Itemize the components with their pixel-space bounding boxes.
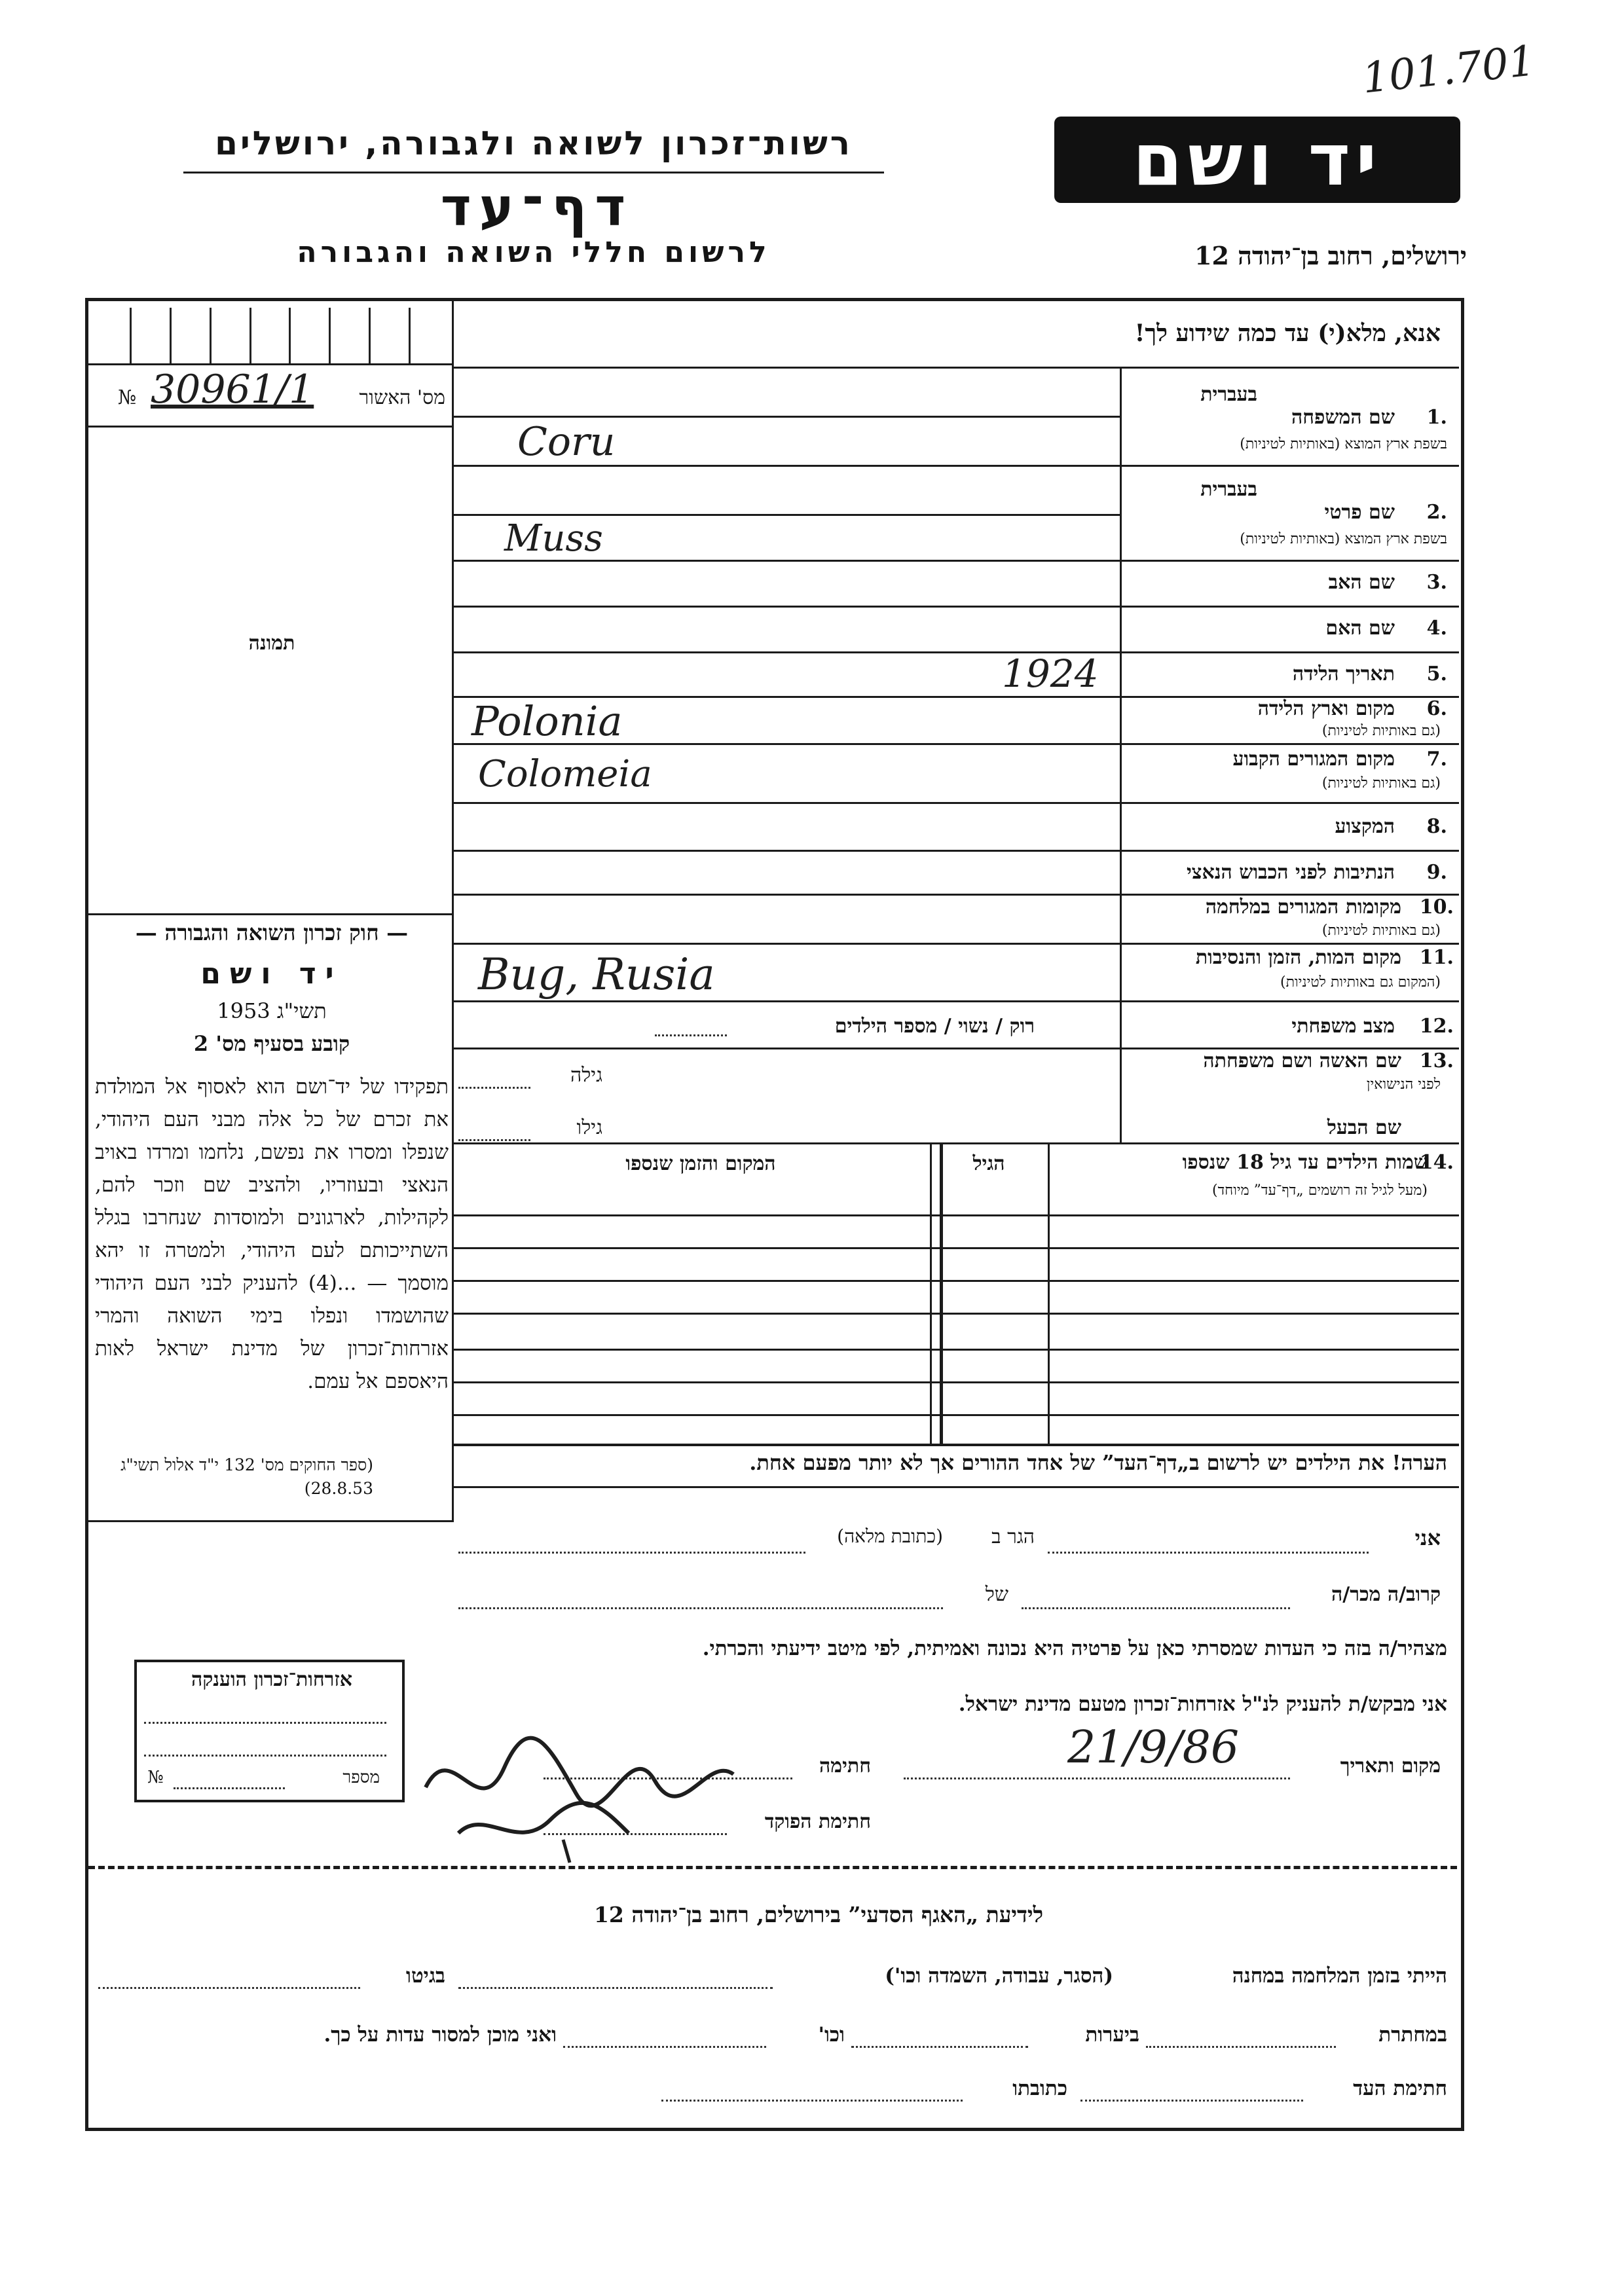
children-sub: (מעל לגיל זה רושמים „דף־עד” מיוחד) xyxy=(1212,1182,1428,1199)
husband-age-line xyxy=(458,1139,530,1141)
cert-bottom-line xyxy=(88,426,452,428)
bottom-line3-a: חתימת העד xyxy=(1353,2077,1447,2100)
logo-text: יד ושם xyxy=(1132,118,1382,202)
children-count-line xyxy=(655,1034,727,1036)
children-table-top xyxy=(452,1142,1459,1144)
bottom-line3-b: כתובתו xyxy=(1012,2077,1067,2100)
declarant-address-hint: (כתובת מלאה) xyxy=(837,1525,943,1547)
bottom-line1-field xyxy=(458,1987,773,1989)
children-col-divider xyxy=(940,1142,943,1444)
bottom-title: לידיעת „האגף הסדעי” בירושלים, רחוב בן־יהודה 12 xyxy=(593,1902,1044,1927)
children-row-line xyxy=(452,1247,1459,1249)
children-num: 14. xyxy=(1419,1151,1454,1174)
law-body: תפקידו של יד־ושם הוא לאסוף אל המולדת את זכרם של כל אלה מבני העם היהודי, שנפלו ומסרו את נפשם, נלחמו ומרדו באויב הנאצי ובעוזריו, ולהציב שם וזכר להם, לקהילות, לארגונים ולמוסדות שנחרבו בגלל השתייכותם לעם היהודי, ולמטרה זו יהא מוסמך — ...(4) להעניק לבני העם היהודי שהושמדו ונפלו בימי השואה והמרי אזרחות־זכרון של מדינת ישראל לאות היאספם אל עמם. xyxy=(95,1075,449,1393)
field-3-label: שם האב xyxy=(1328,571,1395,594)
row-line xyxy=(452,560,1459,562)
citizenship-no-mark: № xyxy=(147,1768,164,1787)
field-4-num: 4. xyxy=(1426,617,1447,640)
cert-row-line xyxy=(88,363,452,365)
bottom-line1-ghetto xyxy=(98,1987,360,1989)
children-row-line xyxy=(452,1349,1459,1351)
form-subtitle: לרשום חללי השואה והגבורה xyxy=(297,236,771,269)
children-row-line xyxy=(452,1414,1459,1416)
yad-vashem-logo xyxy=(1054,117,1460,203)
declaration-date: 21/9/86 xyxy=(1067,1722,1240,1774)
row-line xyxy=(452,651,1459,653)
relative-line xyxy=(1022,1607,1290,1609)
declarant-of: של xyxy=(985,1583,1008,1606)
marital-options: רוק / נשוי / מספר הילדים xyxy=(834,1015,1035,1038)
row-line xyxy=(452,416,1120,418)
law-year: תשי"ג 1953 xyxy=(217,998,327,1023)
field-1-label: שם המשפחה xyxy=(1291,406,1395,429)
field-10-num: 10. xyxy=(1419,896,1454,919)
law-name: יד ושם xyxy=(200,957,343,991)
labels-divider xyxy=(1120,367,1122,1142)
field-12-label: מצב משפחתי xyxy=(1291,1015,1395,1038)
field-10-sub: (גם באותיות לטיניות) xyxy=(1321,922,1441,939)
left-column-divider xyxy=(452,301,454,1522)
field-6-sub: (גם באותיות לטיניות) xyxy=(1321,723,1441,739)
bottom-line1-b: (הסגר, עבודה, השמדה וכו') xyxy=(885,1964,1113,1988)
children-header-line xyxy=(452,1214,1459,1216)
bottom-line2-field xyxy=(851,2046,1028,2048)
row-line xyxy=(452,465,1459,467)
field-13-sub: לפני הנישואין xyxy=(1366,1076,1441,1093)
birth-date: 1924 xyxy=(1002,651,1099,696)
field-8-label: המקצוע xyxy=(1335,815,1395,838)
tear-off-divider xyxy=(88,1866,1457,1869)
husband-age-label: גילו xyxy=(576,1116,602,1139)
surname-latin: Coru xyxy=(517,419,616,465)
field-2-sub: בשפת ארץ המוצא (באותיות לטיניות) xyxy=(1240,531,1447,547)
field-13-num: 13. xyxy=(1419,1049,1454,1072)
field-7-num: 7. xyxy=(1426,748,1447,771)
wife-age-label: גילה xyxy=(570,1064,602,1087)
officer-signature-label: חתימת הפוקד xyxy=(764,1810,871,1833)
children-col-divider xyxy=(930,1142,932,1444)
witness-address-line xyxy=(661,2100,963,2102)
cert-number-cells xyxy=(92,308,449,363)
law-citation: (ספר החוקים מס' 132 י"ד אלול תשי"ג 28.8.53) xyxy=(120,1455,373,1498)
witness-signature-line xyxy=(1080,2100,1303,2102)
declarant-signature xyxy=(406,1709,747,1866)
place-column-header: המקום והזמן שנספו xyxy=(625,1152,776,1175)
field-8-num: 8. xyxy=(1426,815,1447,838)
row-line xyxy=(452,850,1459,852)
declarant-relative: קרוב/ה מכר/ה xyxy=(1331,1583,1441,1606)
children-label xyxy=(1048,1151,1428,1174)
husband-label: שם הבעל xyxy=(1327,1116,1401,1139)
intro-text: אנא, מלא(י) עד כמה שידוע לך! xyxy=(1134,319,1441,347)
death-place-latin: Bug, Rusia xyxy=(478,949,715,1000)
field-2-tag: בעברית xyxy=(1200,478,1257,501)
cert-number: 30961/1 xyxy=(151,367,314,412)
field-1-num: 1. xyxy=(1426,406,1447,429)
age-column-header: הגיל xyxy=(972,1152,1005,1175)
row-line xyxy=(452,943,1459,945)
declarant-ani: אני xyxy=(1414,1525,1441,1550)
row-line xyxy=(452,1000,1459,1002)
place-date-label: מקום ותאריך xyxy=(1340,1755,1441,1777)
citizenship-box-title: אזרחות־זכרון הוענקה xyxy=(191,1668,353,1691)
field-4-label: שם האם xyxy=(1325,617,1395,640)
declaration-request: אני מבקש/ת להעניק לנ"ל אזרחות־זכרון מטעם מדינת ישראל. xyxy=(958,1692,1447,1716)
field-13-label: שם האשה ושם משפחתה xyxy=(1203,1049,1401,1072)
note-bottom xyxy=(452,1486,1459,1488)
law-title: — חוק זכרון השואה והגבורה — xyxy=(135,920,409,945)
field-1-sub: בשפת ארץ המוצא (באותיות לטיניות) xyxy=(1240,436,1447,452)
left-column-bottom xyxy=(88,1520,452,1522)
birthplace-latin: Polonia xyxy=(471,697,623,745)
row-line xyxy=(452,606,1459,608)
wife-age-line xyxy=(458,1087,530,1089)
field-2-num: 2. xyxy=(1426,501,1447,524)
intro-line xyxy=(452,367,1459,369)
photo-label: תמונה xyxy=(248,632,295,655)
declarant-name-line xyxy=(1048,1552,1369,1554)
bottom-line1-c: בגיטו xyxy=(406,1964,445,1988)
field-12-num: 12. xyxy=(1419,1015,1454,1038)
field-9-label: הנתיבות לפני הכבוש הנאצי xyxy=(1186,861,1395,884)
bottom-line2-b: ביערות xyxy=(1085,2023,1139,2047)
authority-name: רשות־זכרון לשואה ולגבורה, ירושלים xyxy=(215,124,853,162)
row-line xyxy=(452,514,1120,516)
of-line xyxy=(458,1607,943,1609)
signature-label: חתימה xyxy=(819,1755,871,1777)
field-2-label: שם פרטי xyxy=(1324,501,1395,524)
children-row-line xyxy=(452,1313,1459,1315)
citizenship-line xyxy=(144,1755,386,1757)
field-5-label: תאריך הלידה xyxy=(1292,663,1395,685)
field-7-label: מקום המגורים הקבוע xyxy=(1232,748,1395,771)
bottom-line2-c: וכו' xyxy=(818,2023,845,2047)
children-label-text: שמות הילדים עד גיל 18 שנספו xyxy=(1182,1151,1428,1174)
cert-no-mark: № xyxy=(118,386,137,409)
archive-number: 101.701 xyxy=(1359,37,1538,103)
field-1-tag: בעברית xyxy=(1200,383,1257,406)
declaration-statement: מצהיר/ה בזה כי העדות שמסרתי כאן על פרטיה היא נכונה ואמיתית, לפי מיטב ידיעתי והכרתי. xyxy=(702,1637,1447,1660)
place-date-line xyxy=(904,1777,1290,1779)
field-11-label: מקום המות, הזמן והנסיבות xyxy=(1195,946,1401,969)
field-6-num: 6. xyxy=(1426,697,1447,720)
citizenship-number-label: מספר xyxy=(342,1768,380,1787)
field-6-label: מקום וארץ הלידה xyxy=(1257,697,1395,720)
children-table-bottom xyxy=(452,1444,1459,1446)
bottom-line2-a: במחתרת xyxy=(1378,2023,1447,2047)
field-10-label: מקומות המגורים במלחמה xyxy=(1205,896,1401,919)
law-section: קובע בסעיף מס' 2 xyxy=(193,1031,350,1056)
declarant-lives-in: הגר ב xyxy=(991,1525,1035,1548)
children-row-line xyxy=(452,1381,1459,1383)
bottom-line2-d: ואני מוכן למסור עדות על כך. xyxy=(323,2023,557,2047)
declarant-address-line xyxy=(458,1552,805,1554)
field-3-num: 3. xyxy=(1426,571,1447,594)
field-5-num: 5. xyxy=(1426,663,1447,685)
citizenship-line xyxy=(144,1722,386,1724)
field-7-sub: (גם באותיות לטיניות) xyxy=(1321,775,1441,792)
bottom-line2-field xyxy=(563,2046,766,2048)
authority-underline xyxy=(183,172,884,173)
row-line xyxy=(452,802,1459,804)
cert-label: מס' האשור xyxy=(359,386,445,409)
address: ירושלים, רחוב בן־יהודה 12 xyxy=(1194,241,1467,270)
bottom-line2-field xyxy=(1146,2046,1336,2048)
bottom-line1-a: הייתי בזמן המלחמה במחנה xyxy=(1232,1964,1447,1988)
residence-latin: Colomeia xyxy=(478,753,652,795)
children-note: הערה! את הילדים יש לרשום ב„דף־העד” של אחד ההורים אך לא יותר מפעם אחת. xyxy=(749,1450,1447,1475)
field-9-num: 9. xyxy=(1426,861,1447,884)
law-top-line xyxy=(88,913,452,915)
field-11-sub: (המקום גם באותיות לטיניות) xyxy=(1280,974,1441,991)
form-title: דף־עד xyxy=(440,177,634,238)
field-11-num: 11. xyxy=(1419,946,1454,969)
children-row-line xyxy=(452,1280,1459,1282)
children-col-divider xyxy=(1048,1142,1050,1444)
citizenship-number-line xyxy=(174,1787,285,1789)
given-name-latin: Muss xyxy=(504,517,603,560)
